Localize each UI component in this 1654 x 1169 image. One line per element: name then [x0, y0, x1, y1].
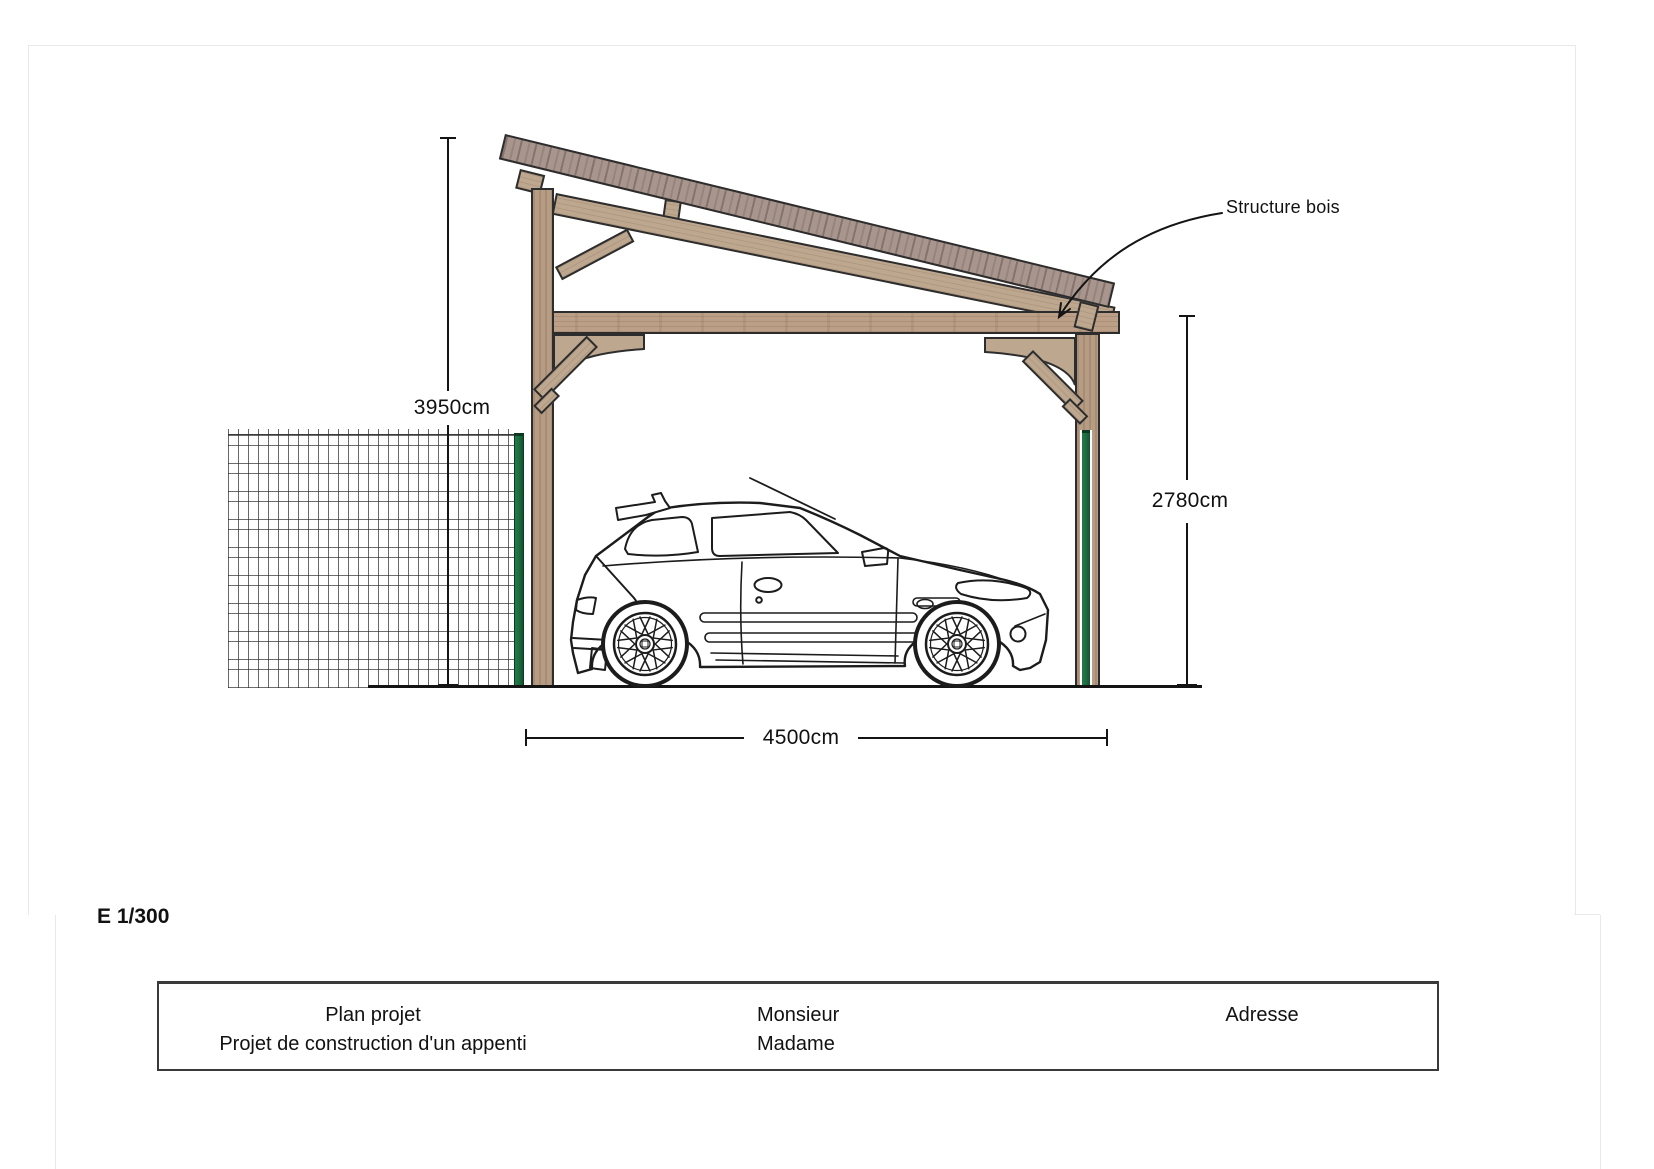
cross-beam	[531, 311, 1120, 334]
dimension-left-label: 3950cm	[413, 396, 491, 419]
page-frame-joint	[1574, 914, 1600, 915]
title-block-client-line2: Madame	[757, 1033, 835, 1055]
dimension-bottom-label: 4500cm	[762, 726, 840, 749]
green-fence-post-left	[514, 433, 524, 688]
title-block-project-subtitle: Projet de construction d'un appenti	[219, 1033, 527, 1055]
title-block-address: Adresse	[1225, 1004, 1299, 1026]
car-drawing	[548, 446, 1060, 692]
dimension-right-label: 2780cm	[1151, 489, 1229, 512]
title-block	[157, 981, 1439, 1071]
fence-mesh	[228, 434, 515, 688]
title-block-client-line1: Monsieur	[757, 1004, 840, 1026]
annotation-label: Structure bois	[1226, 197, 1340, 217]
title-block-project-title: Plan projet	[325, 1004, 421, 1026]
scale-note: E 1/300	[97, 905, 170, 928]
green-fence-post-right	[1080, 430, 1092, 688]
